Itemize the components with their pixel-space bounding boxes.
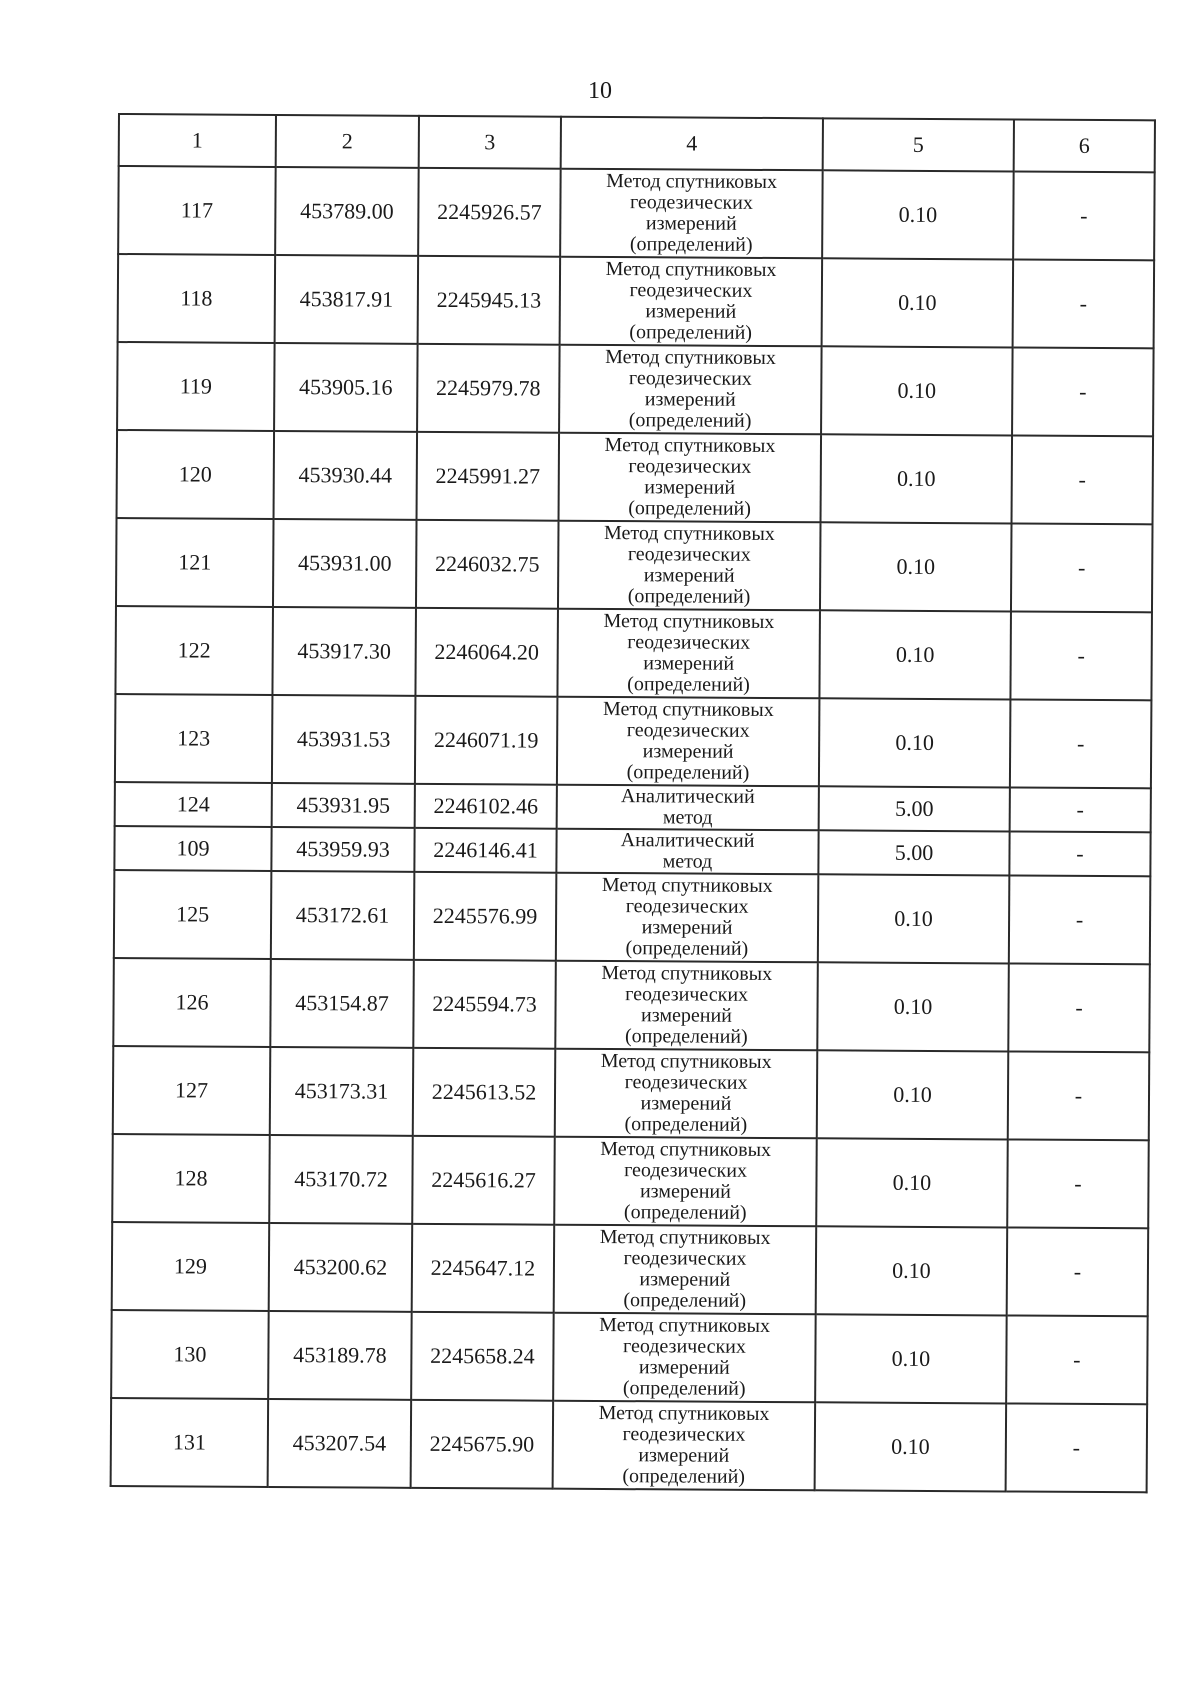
method-line: измерений: [643, 564, 735, 587]
method-cell: [554, 1137, 817, 1227]
x-coordinate-cell: 453200.62: [269, 1223, 413, 1312]
x-coordinate-cell: 453172.61: [271, 871, 415, 960]
x-coordinate-cell: 453189.78: [268, 1311, 412, 1400]
method-line: Метод спутниковых: [606, 169, 778, 194]
method-line: измерений: [645, 300, 737, 323]
method-line: Метод спутниковых: [600, 1137, 772, 1162]
x-coordinate-cell: 453207.54: [268, 1399, 412, 1488]
column-header-4: 4: [561, 117, 823, 171]
method-line: измерений: [644, 388, 736, 411]
accuracy-cell: 0.10: [818, 874, 1010, 963]
method-line: (определений): [624, 1025, 748, 1048]
method-line: геодезических: [624, 1159, 748, 1182]
method-line: геодезических: [628, 455, 752, 478]
note-cell: -: [1010, 611, 1152, 700]
table-body: [111, 166, 1155, 1492]
point-number-cell: 129: [112, 1222, 270, 1311]
y-coordinate-cell: 2245945.13: [418, 256, 561, 345]
method-line: измерений: [641, 916, 733, 939]
table-row: [116, 518, 1153, 612]
method-line: (определений): [622, 1465, 746, 1488]
note-cell: -: [1007, 1227, 1149, 1316]
y-coordinate-cell: 2245616.27: [412, 1136, 555, 1225]
method-line: измерений: [640, 1092, 732, 1115]
method-line: геодезических: [627, 631, 751, 654]
method-line: (определений): [627, 673, 750, 696]
column-header-6: 6: [1014, 119, 1155, 172]
method-cell: [556, 829, 818, 875]
point-number-cell: 117: [118, 166, 276, 255]
method-line: Метод спутниковых: [603, 521, 775, 546]
table-row: [114, 826, 1150, 876]
accuracy-cell: 0.10: [819, 610, 1011, 699]
method-cell: [553, 1313, 816, 1403]
accuracy-cell: 5.00: [818, 830, 1009, 875]
note-cell: -: [1011, 523, 1153, 612]
accuracy-cell: 0.10: [815, 1402, 1007, 1491]
y-coordinate-cell: 2245991.27: [417, 432, 560, 521]
x-coordinate-cell: 453905.16: [274, 343, 418, 432]
table-row: [115, 782, 1151, 832]
note-cell: -: [1013, 259, 1155, 348]
header-row: [119, 114, 1155, 172]
method-cell: [560, 257, 823, 347]
accuracy-cell: 0.10: [817, 962, 1009, 1051]
point-number-cell: 124: [115, 782, 272, 827]
method-cell: [557, 785, 819, 831]
method-line: Метод спутниковых: [601, 873, 773, 898]
method-line: геодезических: [624, 1071, 748, 1094]
method-line: Аналитический: [620, 829, 755, 852]
method-line: Метод спутниковых: [599, 1313, 771, 1338]
method-cell: [560, 169, 823, 259]
accuracy-cell: 0.10: [820, 522, 1012, 611]
method-line: (определений): [627, 585, 751, 608]
note-cell: -: [1012, 435, 1154, 524]
accuracy-cell: 0.10: [816, 1226, 1008, 1315]
method-line: (определений): [623, 1289, 747, 1312]
method-line: (определений): [626, 761, 750, 784]
accuracy-cell: 0.10: [816, 1138, 1008, 1227]
method-line: Метод спутниковых: [605, 257, 777, 282]
point-number-cell: 122: [115, 606, 273, 695]
page-number: 10: [588, 78, 612, 104]
x-coordinate-cell: 453173.31: [270, 1047, 414, 1136]
method-line: измерений: [638, 1444, 730, 1467]
method-line: геодезических: [628, 367, 752, 390]
method-line: (определений): [628, 409, 752, 432]
method-cell: [553, 1401, 816, 1491]
method-line: измерений: [645, 212, 737, 235]
note-cell: -: [1006, 1403, 1148, 1492]
method-cell: [558, 521, 821, 611]
point-number-cell: 121: [116, 518, 274, 607]
point-number-cell: 128: [112, 1134, 270, 1223]
column-header-5: 5: [823, 118, 1014, 171]
note-cell: -: [1009, 831, 1150, 876]
method-line: метод: [662, 850, 713, 873]
accuracy-cell: 0.10: [821, 434, 1013, 523]
accuracy-cell: 0.10: [819, 698, 1011, 787]
x-coordinate-cell: 453931.00: [273, 519, 417, 608]
method-line: (определений): [625, 937, 749, 960]
point-number-cell: 118: [118, 254, 276, 343]
method-line: измерений: [642, 740, 734, 763]
table-row: [115, 606, 1152, 700]
accuracy-cell: 0.10: [822, 170, 1014, 259]
method-line: геодезических: [625, 983, 749, 1006]
method-line: (определений): [622, 1377, 746, 1400]
x-coordinate-cell: 453931.53: [272, 695, 416, 784]
table-row: [113, 1046, 1150, 1140]
table-row: [111, 1398, 1148, 1492]
x-coordinate-cell: 453917.30: [272, 607, 416, 696]
y-coordinate-cell: 2245647.12: [412, 1224, 555, 1313]
table-row: [115, 694, 1152, 788]
accuracy-cell: 5.00: [819, 786, 1010, 831]
table-row: [113, 958, 1150, 1052]
method-line: измерений: [639, 1180, 731, 1203]
method-cell: [559, 433, 822, 523]
method-line: геодезических: [622, 1335, 746, 1358]
point-number-cell: 127: [113, 1046, 271, 1135]
method-cell: [557, 697, 820, 787]
x-coordinate-cell: 453959.93: [271, 827, 414, 872]
note-cell: -: [1012, 347, 1154, 436]
table-row: [111, 1310, 1148, 1404]
method-line: (определений): [628, 497, 751, 520]
method-cell: [556, 873, 819, 963]
note-cell: -: [1009, 875, 1151, 964]
coordinates-table: [110, 113, 1156, 1493]
method-cell: [557, 609, 820, 699]
point-number-cell: 123: [115, 694, 273, 783]
y-coordinate-cell: 2245594.73: [413, 960, 556, 1049]
method-line: метод: [662, 806, 713, 829]
method-line: Метод спутниковых: [605, 345, 776, 370]
point-number-cell: 119: [117, 342, 275, 431]
method-cell: [559, 345, 822, 435]
method-line: измерений: [638, 1356, 730, 1379]
note-cell: -: [1013, 171, 1155, 260]
note-cell: -: [1008, 963, 1150, 1052]
point-number-cell: 126: [113, 958, 271, 1047]
accuracy-cell: 0.10: [821, 346, 1013, 435]
y-coordinate-cell: 2246064.20: [415, 608, 558, 697]
method-line: Метод спутниковых: [599, 1225, 771, 1250]
method-line: измерений: [644, 476, 736, 499]
y-coordinate-cell: 2245576.99: [414, 872, 557, 961]
method-line: геодезических: [623, 1247, 747, 1270]
accuracy-cell: 0.10: [817, 1050, 1009, 1139]
method-line: геодезических: [622, 1423, 746, 1446]
x-coordinate-cell: 453931.95: [272, 783, 415, 828]
y-coordinate-cell: 2246102.46: [415, 784, 557, 829]
method-line: Аналитический: [620, 785, 755, 808]
note-cell: -: [1010, 699, 1152, 788]
y-coordinate-cell: 2245613.52: [413, 1048, 556, 1137]
y-coordinate-cell: 2246071.19: [415, 696, 558, 785]
point-number-cell: 109: [114, 826, 271, 871]
y-coordinate-cell: 2245926.57: [418, 168, 561, 257]
method-line: измерений: [643, 652, 735, 675]
note-cell: -: [1008, 1051, 1150, 1140]
method-cell: [554, 1225, 817, 1315]
method-line: измерений: [641, 1004, 732, 1027]
column-header-1: 1: [119, 114, 276, 167]
method-line: Метод спутниковых: [603, 609, 775, 634]
x-coordinate-cell: 453789.00: [275, 167, 419, 256]
table-header: [119, 114, 1155, 172]
point-number-cell: 120: [117, 430, 275, 519]
method-line: геодезических: [627, 543, 751, 566]
note-cell: -: [1006, 1315, 1148, 1404]
column-header-3: 3: [419, 116, 561, 169]
method-line: (определений): [629, 321, 753, 344]
x-coordinate-cell: 453930.44: [274, 431, 418, 520]
method-line: геодезических: [629, 191, 753, 214]
point-number-cell: 130: [111, 1310, 269, 1399]
note-cell: -: [1010, 787, 1151, 832]
method-cell: [555, 1049, 818, 1139]
table-row: [112, 1134, 1149, 1228]
method-line: геодезических: [626, 719, 750, 742]
x-coordinate-cell: 453170.72: [269, 1135, 413, 1224]
accuracy-cell: 0.10: [822, 258, 1014, 347]
method-line: (определений): [629, 233, 753, 256]
accuracy-cell: 0.10: [815, 1314, 1007, 1403]
method-line: (определений): [623, 1201, 747, 1224]
method-line: Метод спутниковых: [600, 1049, 772, 1074]
column-header-2: 2: [276, 115, 419, 168]
note-cell: -: [1007, 1139, 1149, 1228]
method-line: геодезических: [629, 279, 753, 302]
table-row: [112, 1222, 1149, 1316]
point-number-cell: 125: [114, 870, 272, 959]
method-line: геодезических: [625, 895, 749, 918]
point-number-cell: 131: [111, 1398, 269, 1487]
y-coordinate-cell: 2246032.75: [416, 520, 559, 609]
y-coordinate-cell: 2245675.90: [411, 1400, 554, 1489]
x-coordinate-cell: 453154.87: [270, 959, 414, 1048]
method-cell: [555, 961, 818, 1051]
method-line: измерений: [639, 1268, 731, 1291]
method-line: Метод спутниковых: [598, 1401, 770, 1426]
y-coordinate-cell: 2245658.24: [411, 1312, 554, 1401]
table-row: [117, 430, 1154, 524]
table-row: [118, 254, 1155, 348]
table-row: [118, 166, 1155, 260]
y-coordinate-cell: 2246146.41: [414, 828, 556, 873]
y-coordinate-cell: 2245979.78: [417, 344, 560, 433]
x-coordinate-cell: 453817.91: [275, 255, 419, 344]
method-line: (определений): [624, 1113, 748, 1136]
table-row: [117, 342, 1154, 436]
method-line: Метод спутниковых: [601, 961, 773, 986]
method-line: Метод спутниковых: [602, 697, 774, 722]
method-line: Метод спутниковых: [604, 433, 776, 458]
table-row: [114, 870, 1151, 964]
